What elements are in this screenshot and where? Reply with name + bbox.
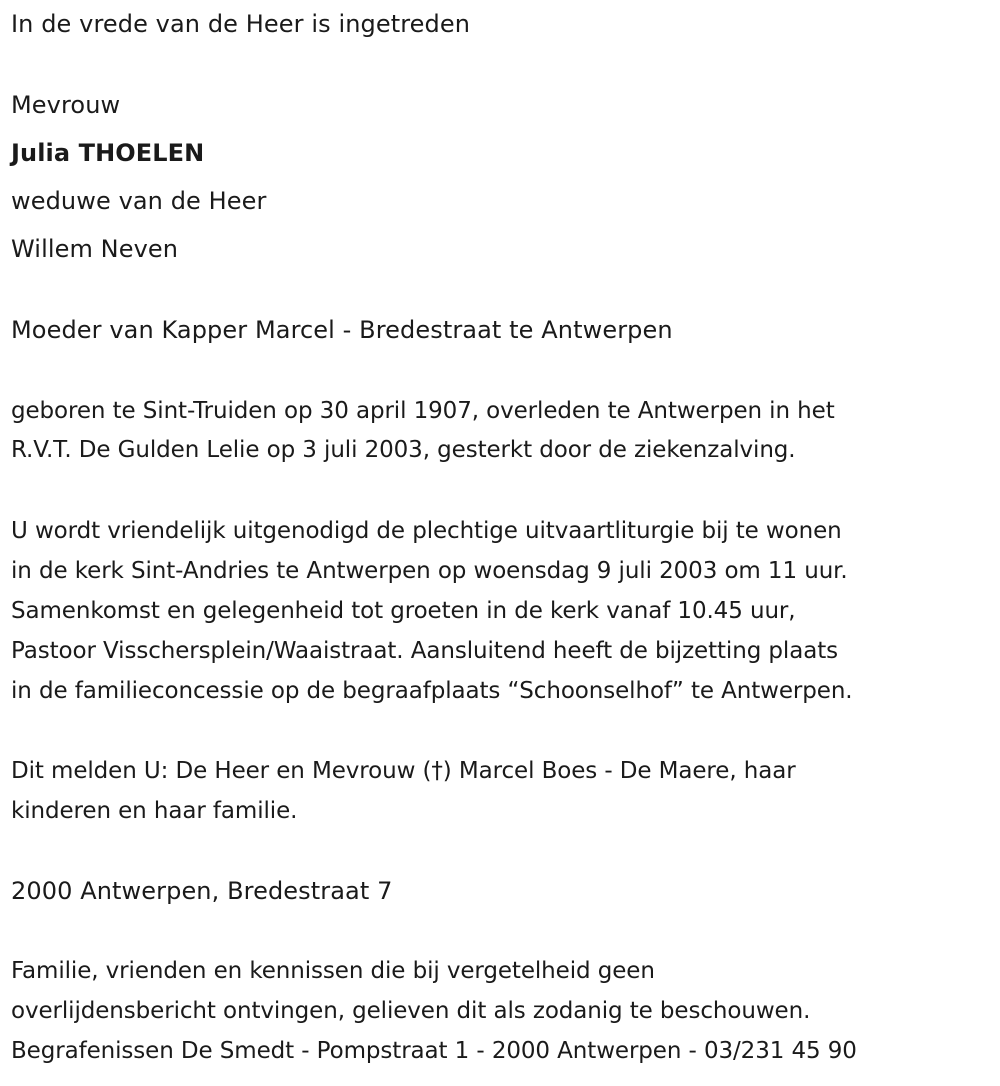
announced-by-line-1 [11, 756, 796, 786]
salutation: Mevrouw [11, 91, 121, 119]
intro-text: In de vrede van de Heer is ingetreden [11, 10, 471, 38]
cross-icon: † [431, 758, 443, 784]
mother-of-text: Moeder van Kapper Marcel - Bredestraat te Antwerpen [11, 316, 673, 344]
deceased-name: Julia THOELEN [11, 139, 205, 167]
announced-by-before-cross: Dit melden U: De Heer en Mevrouw ( [11, 758, 432, 784]
invitation-line-1: U wordt vriendelijk uitgenodigd de plechtige uitvaartliturgie bij te wonen [11, 518, 842, 544]
invitation-line-2: in de kerk Sint-Andries te Antwerpen op woensdag 9 juli 2003 om 11 uur. [11, 558, 848, 584]
closing-line-3: Begrafenissen De Smedt - Pompstraat 1 - 2000 Antwerpen - 03/231 45 90 [11, 1038, 857, 1064]
address-text: 2000 Antwerpen, Bredestraat 7 [11, 877, 393, 905]
husband-name: Willem Neven [11, 235, 179, 263]
invitation-line-3: Samenkomst en gelegenheid tot groeten in de kerk vanaf 10.45 uur, [11, 598, 796, 624]
invitation-line-5: in de familieconcessie op de begraafplaats “Schoonselhof” te Antwerpen. [11, 678, 853, 704]
birth-death-line-2: R.V.T. De Gulden Lelie op 3 juli 2003, gesterkt door de ziekenzalving. [11, 437, 796, 463]
announced-by-after-cross: ) Marcel Boes - De Maere, haar [442, 758, 796, 784]
closing-line-2: overlijdensbericht ontvingen, gelieven dit als zodanig te beschouwen. [11, 998, 811, 1024]
closing-line-1: Familie, vrienden en kennissen die bij vergetelheid geen [11, 958, 655, 984]
invitation-line-4: Pastoor Visschersplein/Waaistraat. Aansluitend heeft de bijzetting plaats [11, 638, 838, 664]
birth-death-line-1: geboren te Sint-Truiden op 30 april 1907, overleden te Antwerpen in het [11, 398, 835, 424]
announced-by-line-2: kinderen en haar familie. [11, 798, 298, 824]
widow-of-label: weduwe van de Heer [11, 187, 267, 215]
